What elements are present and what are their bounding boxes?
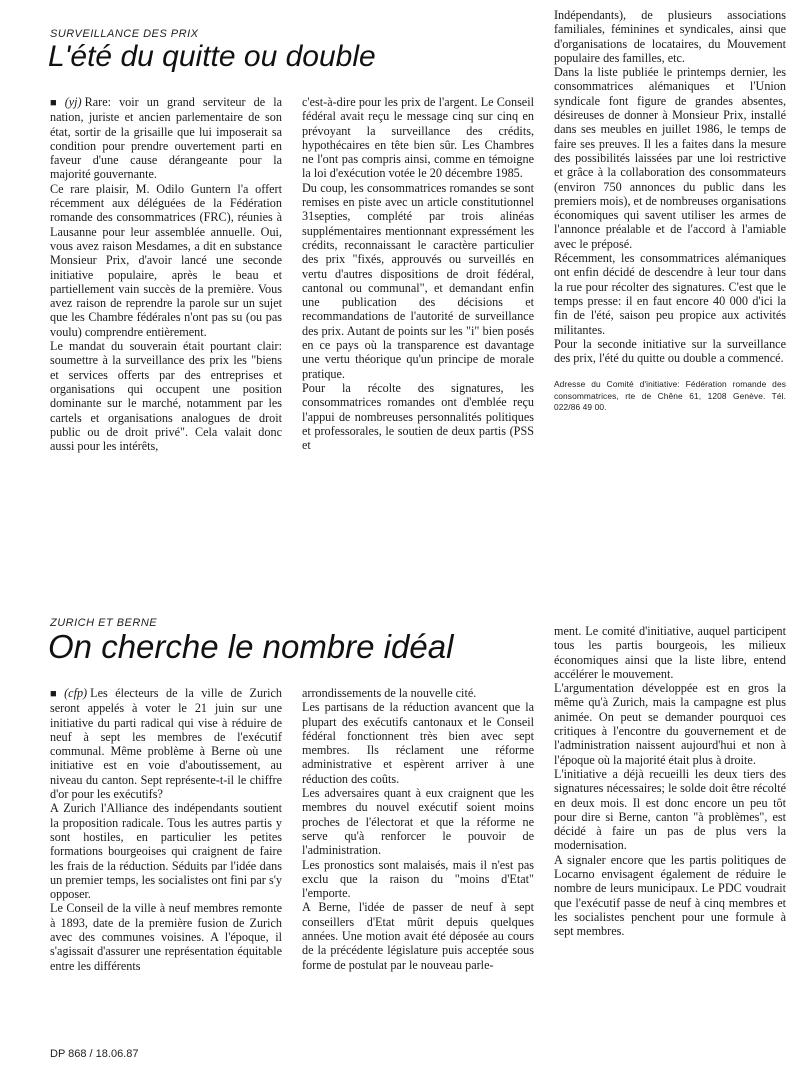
square-bullet-icon: ■ — [50, 688, 62, 700]
article2-column-2 — [302, 686, 534, 1036]
article2-title: On cherche le nombre idéal — [48, 628, 454, 665]
paragraph: Les partisans de la réduction avancent que la plupart des exécutifs cantonaux et le Conseil fédéral fonctionnent très bien avec sept membres. Ils réclament une réforme administrative et espèrent arriver à une réduction des coûts. — [302, 700, 534, 786]
square-bullet-icon: ■ — [50, 97, 62, 109]
paragraph: A Berne, l'idée de passer de neuf à sept conseillers d'Etat mûrit depuis quelques années. Une motion avait été déposée au cours de la précédente législature puis acceptée sous forme de postulat par le nouveau parle- — [302, 900, 534, 972]
paragraph — [50, 686, 282, 801]
paragraph-text: Rare: voir un grand serviteur de la nation, juriste et ancien parlementaire de son état, sortir de la grisaille que lui imposerait sa condition pour prendre ouvertement parti en faveur d'une cause dérangeante pour la majorité gouvernante. — [50, 95, 282, 182]
article1-kicker: SURVEILLANCE DES PRIX — [50, 28, 199, 40]
paragraph: ment. Le comité d'initiative, auquel participent tous les partis bourgeois, les milieux économiques ainsi que la liste libre, entend accélérer le mouvement. — [554, 624, 786, 681]
paragraph: Les adversaires quant à eux craignent que les membres du nouvel exécutif soient moins proches de l'électorat et que la réforme ne serve qu'à renforcer le pouvoir de l'administration. — [302, 786, 534, 858]
article2-column-1 — [50, 686, 282, 1036]
paragraph: Récemment, les consommatrices alémaniques ont enfin décidé de descendre à leur tour dans la rue pour récolter des signatures. C'est que le temps presse: il en faut encore 40 000 d'ici la fin de l'été, saison peu propice aux activités militantes. — [554, 251, 786, 337]
paragraph: L'argumentation développée est en gros la même qu'à Zurich, mais la campagne est plus animée. On peut se demander pourquoi ces critiques à l'encontre du gouvernement et de l'administration naissent aujourd'hui et non à l'époque où la majorité était plus à droite. — [554, 681, 786, 767]
paragraph: Le Conseil de la ville à neuf membres remonte à 1893, date de la première fusion de Zurich avec des communes voisines. A l'époque, il s'agissait d'assurer une représentation équitable entre les différents — [50, 901, 282, 973]
paragraph: Pour la récolte des signatures, les consommatrices romandes ont d'emblée reçu l'appui de nombreuses personnalités politiques et professorales, le soutien de deux partis (PSS et — [302, 380, 534, 453]
article1-column-1 — [50, 95, 282, 585]
paragraph — [50, 95, 282, 182]
paragraph: Le mandat du souverain était pourtant clair: soumettre à la surveillance des prix les "biens et services offerts par des entreprises et organisations qui occupent une position dominante sur le marché, notamment par les cartels et organisations analogues de droit public ou de droit privé". Cela valait donc aussi pour les intérêts, — [50, 339, 282, 454]
paragraph: A signaler encore que les partis politiques de Locarno envisagent également de réduire le nombre de leurs municipaux. Le PDC voudrait que l'exécutif passe de neuf à cinq membres et les socialistes penchent pour une formule à sept membres. — [554, 852, 786, 939]
byline: (cfp) — [64, 686, 88, 700]
paragraph: Dans la liste publiée le printemps dernier, les consommatrices alémaniques et l'Union syndicale font figure de grandes absentes, désireuses de donner à Monsieur Prix, installé dans ses meubles en juillet 1986, le temps de faire ses preuves. Il les a faites dans la mesure des possibilités laissées par une loi restrictive et grâce à la collaboration des consommateurs (environ 750 annonces du public dans les premiers mois), et de nombreuses organisations économiques qui savent utiliser les armes de l'annonce préalable et de l'accord à l'amiable avec le préposé. — [554, 65, 786, 251]
paragraph: Indépendants), de plusieurs associations familiales, féminines et syndicales, ainsi que d'organisations de locataires, du Mouvement populaire des familles, etc. — [554, 8, 786, 65]
paragraph: Pour la seconde initiative sur la surveillance des prix, l'été du quitte ou double a commencé. — [554, 336, 786, 366]
paragraph: Les pronostics sont malaisés, mais il n'est pas exclu que la raison du "moins d'Etat" l'emporte. — [302, 857, 534, 901]
article2-kicker: ZURICH ET BERNE — [50, 617, 158, 629]
committee-address-note: Adresse du Comité d'initiative: Fédération romande des consommatrices, rte de Chêne 61, 1208 Genève. Tél. 022/86 49 00. — [554, 379, 786, 413]
paragraph: Du coup, les consommatrices romandes se sont remises en piste avec un article constitutionnel 31septies, complété par trois alinéas supplémentaires mentionnant expressément les crédits, reconnaissant le caractère particulier des prix "fixés, approuvés ou surveillés en vertu d'autres dispositions de droit fédéral, cantonal ou communal", et demandant enfin une publication des décisions et recommandations de l'autorité de surveillance des prix. Autant de points sur les "i" bien posés en ce pays où la transparence est davantage une vertu théorique qu'un principe de morale pratique. — [302, 180, 534, 381]
paragraph: A Zurich l'Alliance des indépendants soutient la proposition radicale. Tous les autres partis y sont hostiles, en particulier les petites formations bourgeoises qui craignent de faire les frais de la réduction. Séduits par l'idée dans un premier temps, les socialistes ont fini par s'y opposer. — [50, 801, 282, 902]
byline: (yj) — [64, 95, 82, 109]
article1-column-3 — [554, 8, 786, 588]
article1-column-2 — [302, 95, 534, 585]
paragraph-text: Les électeurs de la ville de Zurich seront appelés à voter le 21 juin sur une initiative du parti radical qui vise à réduire de neuf à sept les membres de l'exécutif communal. Même problème à Berne où une initiative est en voie d'aboutissement, au niveau du canton. Sept représente-t-il le chiffre d'or pour les exécutifs? — [50, 686, 282, 802]
article2-column-3 — [554, 624, 786, 1034]
paragraph: c'est-à-dire pour les prix de l'argent. Le Conseil fédéral avait reçu le message cinq sur cinq en prévoyant la surveillance des crédits, hypothécaires en tête bien sûr. Les Chambres ne l'ont pas compris ainsi, comme en témoigne la loi d'exécution votée le 20 décembre 1985. — [302, 95, 534, 181]
paragraph: arrondissements de la nouvelle cité. — [302, 686, 477, 700]
paragraph: Ce rare plaisir, M. Odilo Guntern l'a offert récemment aux déléguées de la Fédération romande des consommatrices (FRC), réunies à Lausanne pour leur assemblée annuelle. Oui, vous avez raison Mesdames, a dit en substance Monsieur Prix, d'avoir lancé une seconde initiative populaire, après le beau et partiellement vain succès de la première. Vous avez raison de reprendre la parole sur un sujet que les Chambre fédérales n'ont pas su (ou pas voulu) comprendre entièrement. — [50, 181, 282, 339]
paragraph: L'initiative a déjà recueilli les deux tiers des signatures nécessaires; le solde doit être récolté en deux mois. Il est donc encore un peu tôt pour dire si Berne, canton "à problèmes", est décidé à faire un pas de plus vers la modernisation. — [554, 766, 786, 853]
article1-title: L'été du quitte ou double — [48, 40, 376, 73]
page-footer: DP 868 / 18.06.87 — [50, 1048, 139, 1060]
